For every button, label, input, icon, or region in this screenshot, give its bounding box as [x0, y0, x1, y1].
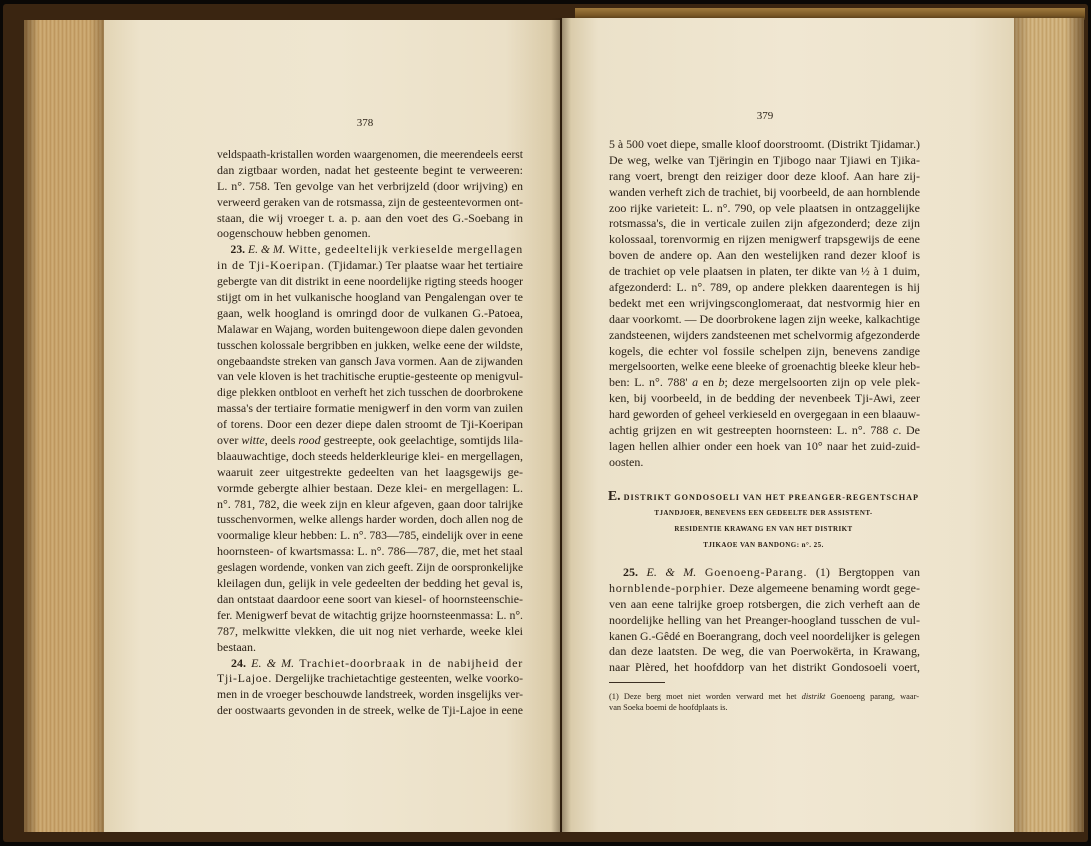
italic-word: a	[692, 375, 699, 390]
footnote-line	[609, 691, 919, 702]
entry-title: Witte, gedeeltelijk verkieselde mergellagen	[288, 242, 523, 257]
page-number: 378	[356, 117, 374, 129]
text-line: kolossaal, torenvormig en rijzen menigwerf trapsgewijs de eene	[609, 232, 920, 247]
text-line: stijgt om in het vulkanische hoogland van Pengalengan over te	[217, 290, 523, 305]
left-page-text	[217, 147, 523, 719]
text-line: dige plekken ontbloot en verheft het zich tusschen de doorbrokene	[217, 385, 523, 400]
entry-heading-line	[217, 242, 523, 258]
line-text: Deze algemeene benaming wordt gege-	[725, 580, 920, 595]
text-line: tusschen kolossale bergribben en jukken, welke eene der wildste,	[217, 337, 523, 352]
text-line	[217, 258, 523, 274]
entry-heading-line	[217, 656, 523, 672]
text-line: dan zigtbaar worden, nadat het gesteente begint te verweeren:	[217, 162, 523, 177]
text-line: wanden verheft zich de trachiet, bij voorbeeld, de aan hornblende	[609, 184, 920, 199]
text-line: De weg, welke van Tjëringin en Tjibogo naar Tjiawi en Tjika-	[609, 152, 920, 167]
text-line	[217, 433, 523, 449]
left-page-edges	[24, 20, 106, 832]
entry-authors: E. & M.	[251, 655, 300, 670]
text-line: mergelsoorten, welke eene bleeke of groenachtig bleeke kleur heb-	[609, 359, 920, 374]
footnote	[609, 691, 919, 713]
line-text: Dergelijke trachietachtige gesteenten, welke voorko-	[272, 671, 523, 686]
text-line: tusschenvormen, welke allengs harder worden, doch allen nog de	[217, 512, 523, 527]
entry-number: 24.	[231, 655, 252, 670]
text-line: n°. 781, 782, die week zijn en kleur afgeven, gaan door talrijke	[217, 496, 523, 511]
footnote-rule	[609, 682, 665, 683]
text-line: ken, bij voorbeeld, in de bedding der nevenbeek Tji-Awi, zeer	[609, 391, 920, 406]
text-line: zoo rijke varieteit: L. n°. 790, op vele plaatsen in ontzaggelijke	[609, 200, 920, 215]
text-line: boven de andere op. Aan den westelijken rand dezer kloof is	[609, 248, 920, 263]
text-line: verweerd geraken van de rotsmassa, zijn de gesteentevormen ont-	[217, 194, 523, 209]
text-line: 787, melkwitte vlekken, die uit nog niet verharde, weeke klei	[217, 623, 523, 638]
text-line: ven aan eene talrijke groep rotsbergen, die zich verheft aan de	[609, 596, 920, 611]
line-text: en	[698, 375, 719, 390]
heading-text: DISTRIKT GONDOSOELI VAN HET PREANGER-REGENTSCHAP	[620, 493, 919, 502]
text-line: oosten.	[609, 454, 644, 469]
text-line: dan deze laatsten. De weg, die van Poerwokërta, in Krawang,	[609, 644, 920, 659]
text-line: lagen hellen alhier onder een hoek van 10° naar het zuid-zuid-	[609, 438, 920, 453]
text-line: geslagen wordende, vonken van zich geeft. Zijn de oorspronkelijke	[217, 560, 523, 575]
entry-authors: E. & M.	[646, 565, 705, 579]
heading-line	[608, 537, 919, 553]
text-line: voormalige kleur hebben: L. n°. 783—785, eindelijk over in eene	[217, 528, 523, 543]
line-text: ; deze mergelsoorten zijn op vele plek-	[724, 375, 921, 390]
entry-25	[609, 565, 920, 676]
right-page-edges	[1012, 18, 1084, 832]
line-text: (1) Bergtoppen van	[807, 565, 920, 579]
text-line: ongebaandste streken van gansch Java vormen. Aan de zijwanden	[217, 353, 523, 368]
entry-authors: E. & M.	[247, 242, 289, 257]
text-line: vormde gebergte alhier bestaan. Deze klei- en mergellagen: L.	[217, 480, 523, 495]
text-line: rotsmassa's, die in verticale zuilen zijn afgezonderd; deze zijn	[609, 216, 920, 231]
footnote-line: van Soeka boemi de hoofdplaats is.	[609, 703, 728, 712]
italic-word: b	[718, 375, 725, 390]
text-line: afgezonderd: L. n°. 789, op andere plekken daarentegen is hij	[609, 280, 920, 295]
text-line: fer. Menigwerf bevat de witachtig grijze hoornsteenmassa: L. n°.	[217, 607, 523, 622]
text-line: bedekt met een wrijvingsconglomeraat, dat nestvormig hier en	[609, 295, 920, 310]
text-line: blaauwachtige, doch steeds helderkleurige klei- en mergellagen,	[217, 448, 523, 463]
text-line: noordelijke helling van het Preanger-hoogland tusschen de vul-	[609, 612, 920, 627]
text-line: staan, die wij vroeger t. a. p. aan den voet des G.-Soebang in	[217, 210, 523, 225]
line-text: achtig grijzen en wit gestreepten hoornsteen: L. n°. 788	[609, 423, 893, 438]
line-text: (Tjidamar.) Ter plaatse waar het tertiaire	[324, 258, 523, 273]
entry-title: hornblende-porphier.	[609, 580, 726, 595]
text-line: of torens. Door een dezer diepe dalen stroomt de Tji-Koeripan	[217, 417, 523, 432]
entry-title: Goenoeng-Parang.	[704, 565, 808, 579]
line-text: (1) Deze berg moet niet worden verward met het	[609, 692, 802, 701]
line-text: gestreepte, ook geelachtige, somtijds lila-	[320, 433, 523, 448]
text-line: men in de vroeger beschouwde landstreek, worden insgelijks ver-	[217, 687, 523, 702]
text-line: gaan, welk hoogland is omringd door de vulkanen G.-Patoea,	[217, 305, 523, 320]
right-page-text	[609, 137, 920, 471]
text-line	[609, 423, 920, 439]
text-line: Malawar en Wajang, worden buitengewoon diepe dalen gevonden	[217, 321, 523, 336]
heading-line	[608, 489, 919, 505]
text-line: hoornsteen- of kwartsmassa: L. n°. 786—787, die, met het staal	[217, 544, 523, 559]
text-line: van vele kloven is het trachitische eruptie-gesteente op menigvul-	[217, 369, 523, 384]
entry-heading-line	[609, 565, 920, 581]
text-line: kleilagen dun, gelijk in vele gedeelten der bedding het geval is,	[217, 576, 523, 591]
heading-line: RESIDENTIE KRAWANG EN VAN HET DISTRIKT	[674, 525, 853, 533]
entry-title: in de Tji-Koeripan.	[217, 258, 325, 273]
section-letter: E.	[608, 489, 621, 504]
section-heading	[608, 489, 919, 553]
italic-word: rood	[298, 433, 321, 448]
text-line: dan ontstaat daardoor eene soort van kiesel- of hoornsteenschie-	[217, 591, 523, 606]
text-line: der oostwaarts gevonden in de streek, welke de Tji-Lajoe in eene	[217, 703, 523, 718]
entry-title: Tji-Lajoe.	[217, 671, 273, 686]
line-text: ben: L. n°. 788'	[609, 375, 693, 390]
line-text: . De	[898, 423, 920, 438]
text-line	[217, 671, 523, 687]
text-line: gebergte van dit distrikt in eene noordelijke rigting steeds hooger	[217, 274, 523, 289]
text-line: kanen G.-Gêdé en Boerangrang, doch veel noordelijker is gelegen	[609, 628, 920, 643]
text-line: bestaan.	[217, 639, 256, 654]
text-line: daar voorkomt. — De doorbrokene lagen zijn weeke, kalkachtige	[609, 311, 920, 326]
book-gutter	[551, 18, 571, 832]
text-line: veldspaath-kristallen worden waargenomen, die meerendeels eerst	[217, 147, 523, 161]
entry-number: 23.	[230, 242, 248, 257]
text-line: L. n°. 758. Ten gevolge van het verbrijzeld (door wrijving) en	[217, 178, 523, 193]
text-line	[609, 375, 920, 391]
line-text: Goenoeng parang, waar-	[825, 692, 919, 701]
text-line: kogels, die echter vol fossile schelpen zijn, benevens zandige	[609, 343, 920, 358]
text-line: waaruit zeer uitgestrekte gedeelten van het laagsgewijs ge-	[217, 464, 523, 479]
entry-title: Trachiet-doorbraak in de nabijheid der	[299, 655, 523, 670]
line-text: , deels	[264, 433, 299, 448]
heading-number: n°. 25.	[799, 541, 824, 549]
page-number: 379	[756, 110, 774, 122]
text-line: oogenschouw hebben genomen.	[217, 226, 371, 241]
line-text: over	[217, 433, 242, 448]
text-line: zandsteenen, wijders zandsteenen met schelvormig afgezonderde	[609, 327, 920, 342]
text-line: rang voert, brengt den reiziger door deze kloof. Aan hare zij-	[609, 168, 920, 183]
text-line: hard geworden of geheel verkieseld en overgegaan in een blaauw-	[609, 407, 920, 422]
heading-text: TJIKAOE VAN BANDONG:	[703, 541, 800, 549]
italic-word: distrikt	[801, 692, 826, 701]
heading-line: TJANDJOER, BENEVENS EEN GEDEELTE DER ASSISTENT-	[654, 509, 873, 517]
text-line: de trachiet op vele plaatsen in platen, ter dikte van ½ à 1 duim,	[609, 264, 920, 279]
text-line: massa's der tertiaire formatie menigwerf in den vorm van zuilen	[217, 401, 523, 416]
italic-word: c	[893, 423, 899, 438]
text-line: 5 à 500 voet diepe, smalle kloof doorstroomt. (Distrikt Tjidamar.)	[609, 137, 920, 151]
italic-word: witte	[241, 433, 265, 448]
text-line: naar Plèred, het hoofddorp van het distrikt Gondosoeli voert,	[609, 660, 920, 675]
entry-number: 25.	[623, 565, 647, 579]
text-line	[609, 581, 920, 597]
